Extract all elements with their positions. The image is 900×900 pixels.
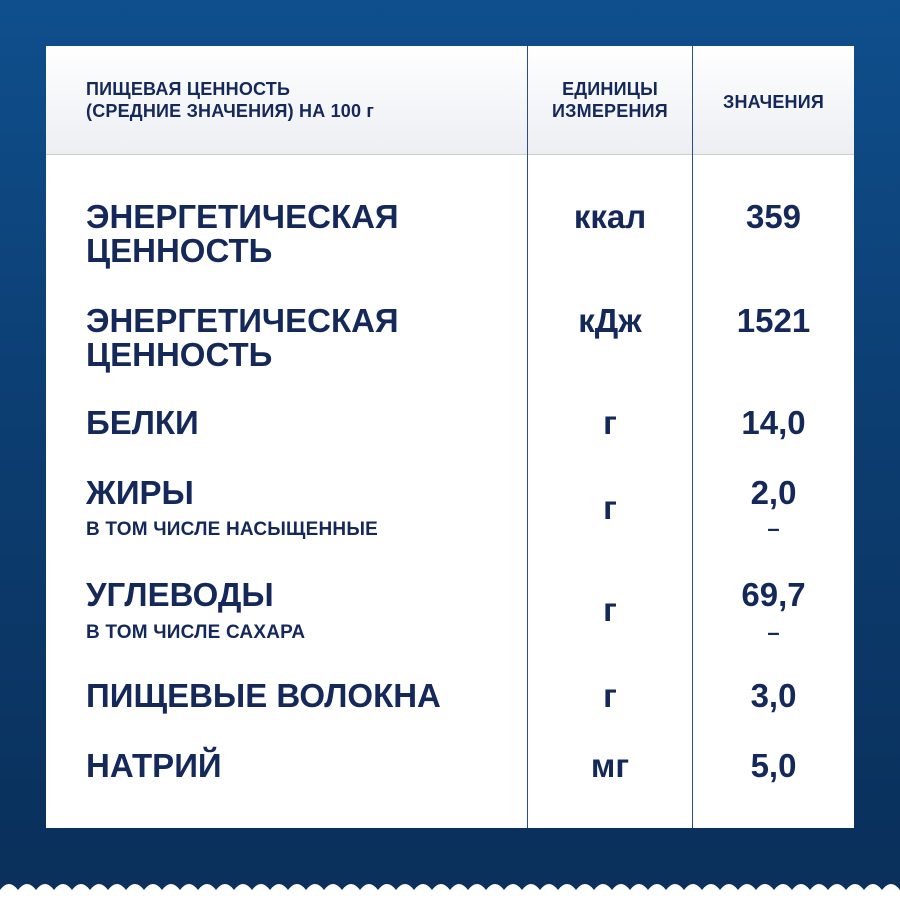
row-protein-unit: г: [603, 404, 617, 441]
row-energy-kcal-value: 359: [745, 198, 802, 235]
row-energy-kj-name-line1: ЭНЕРГЕТИЧЕСКАЯ: [86, 302, 399, 339]
row-energy-kj-name: [86, 304, 516, 372]
row-fat-unit: г: [603, 489, 617, 526]
row-energy-kcal-name-line2: ЦЕННОСТЬ: [86, 232, 273, 269]
row-sodium-value: 5,0: [750, 747, 797, 784]
decorative-wave-border: [0, 878, 900, 900]
row-energy-kj-value: 1521: [736, 302, 811, 339]
header-units-line1: ЕДИНИЦЫ: [562, 79, 658, 99]
header-units-label: [528, 78, 692, 122]
row-fiber-name: ПИЩЕВЫЕ ВОЛОКНА: [86, 677, 441, 714]
row-fat-subvalue: –: [767, 516, 780, 541]
row-fiber-value: 3,0: [750, 677, 797, 714]
row-sodium-name: НАТРИЙ: [86, 747, 222, 784]
row-carbs-name: УГЛЕВОДЫ: [86, 576, 274, 613]
header-values-label: ЗНАЧЕНИЯ: [722, 92, 825, 112]
row-energy-kcal-name-line1: ЭНЕРГЕТИЧЕСКАЯ: [86, 198, 399, 235]
row-energy-kcal-unit: ккал: [573, 198, 647, 235]
row-carbs-unit: г: [603, 591, 617, 628]
row-carbs-subvalue: –: [767, 620, 780, 645]
row-energy-kcal-name: [86, 200, 516, 268]
row-fiber-unit: г: [603, 677, 617, 714]
header-nutrient-line2: (СРЕДНИЕ ЗНАЧЕНИЯ) НА 100 г: [86, 101, 375, 121]
row-carbs-subname: В ТОМ ЧИСЛЕ САХАРА: [86, 622, 306, 643]
row-energy-kj-unit: кДж: [578, 302, 642, 339]
row-sodium-unit: мг: [590, 747, 630, 784]
nutrition-table: [46, 46, 854, 828]
header-divider: [46, 154, 854, 155]
row-energy-kj-name-line2: ЦЕННОСТЬ: [86, 336, 273, 373]
row-protein-value: 14,0: [741, 404, 806, 441]
row-carbs-value: 69,7: [741, 576, 806, 613]
row-protein-name: БЕЛКИ: [86, 404, 199, 441]
header-nutrient-line1: ПИЩЕВАЯ ЦЕННОСТЬ: [86, 79, 291, 99]
row-fat-subname: В ТОМ ЧИСЛЕ НАСЫЩЕННЫЕ: [86, 519, 378, 540]
row-fat-value: 2,0: [750, 474, 797, 511]
header-units-line2: ИЗМЕРЕНИЯ: [552, 101, 668, 121]
header-nutrient-label: [86, 78, 506, 122]
row-fat-name: ЖИРЫ: [86, 474, 194, 511]
